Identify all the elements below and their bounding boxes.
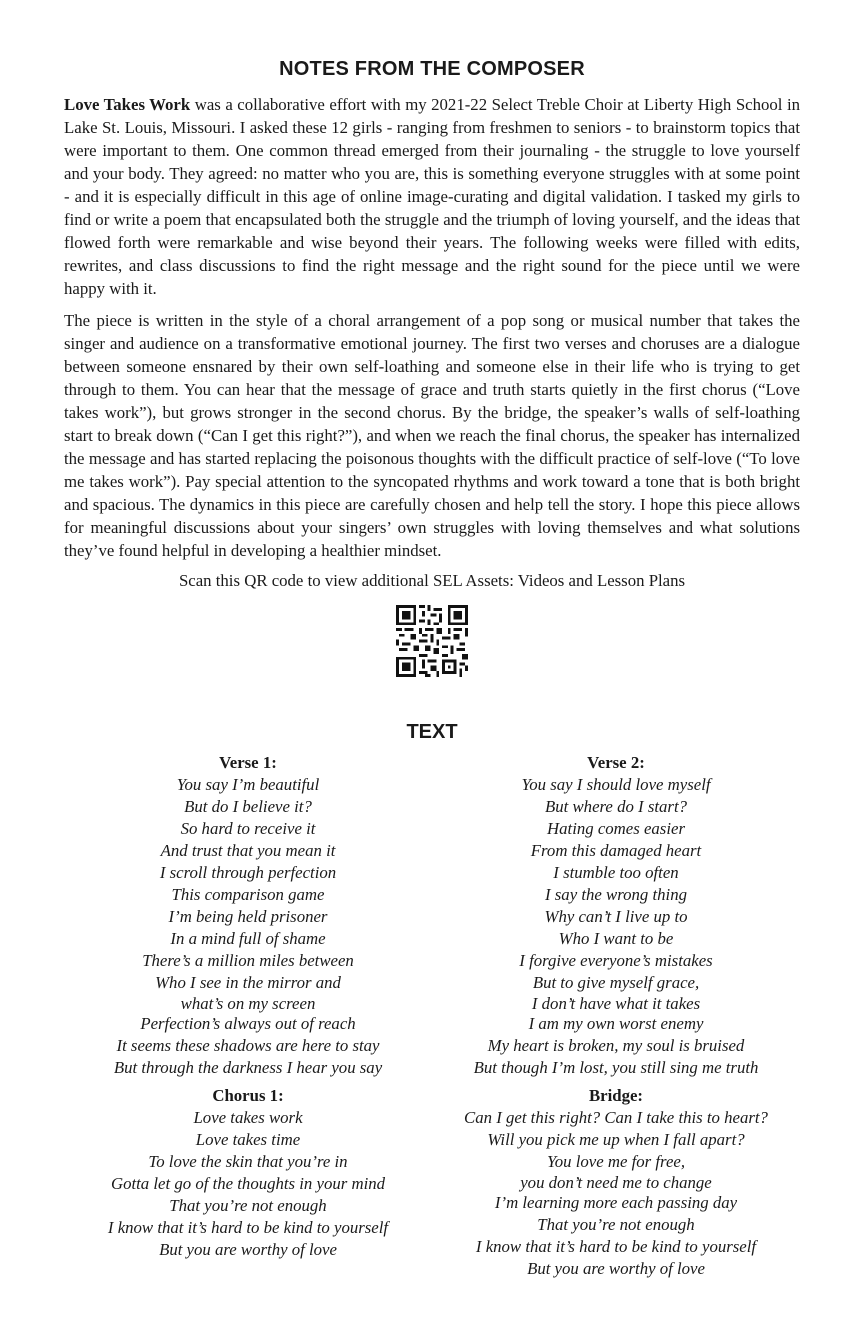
lyric-line: I don’t have what it takes [531,994,701,1013]
notes-heading: NOTES FROM THE COMPOSER [279,58,585,80]
verse-1-title: Verse 1: [219,753,277,772]
lyric-line: You love me for free, [546,1152,686,1171]
lyric-line: I’m learning more each passing day [494,1193,738,1212]
piece-title: Love Takes Work [64,95,191,114]
lyrics-right-column [432,752,800,1286]
chorus-1-title: Chorus 1: [212,1086,284,1105]
verse-2-title: Verse 2: [587,753,645,772]
lyric-line: I say the wrong thing [544,885,687,904]
lyric-line: I forgive everyone’s mistakes [519,951,713,970]
lyric-line: I stumble too often [553,863,679,882]
lyric-line: Perfection’s always out of reach [140,1014,356,1033]
lyric-line: But to give myself grace, [532,973,700,992]
lyric-line: Hating comes easier [547,819,685,838]
lyric-line: Love takes time [195,1130,301,1149]
lyric-line: You say I should love myself [521,775,711,794]
lyric-line: I know that it’s hard to be kind to yourself [475,1237,757,1256]
qr-caption: Scan this QR code to view additional SEL Assets: Videos and Lesson Plans [178,571,686,590]
lyric-line: I’m being held prisoner [168,907,328,926]
lyric-line: Who I want to be [558,929,674,948]
lyric-line: Can I get this right? Can I take this to heart? [464,1108,768,1127]
lyric-line: I know that it’s hard to be kind to yourself [107,1218,389,1237]
lyric-line: But do I believe it? [184,797,312,816]
lyric-line: I am my own worst enemy [528,1014,704,1033]
lyric-line: To love the skin that you’re in [148,1152,348,1171]
verse-2 [432,752,800,1079]
lyric-line: That you’re not enough [537,1215,695,1234]
chorus-1 [64,1085,432,1261]
lyric-line: There’s a million miles between [142,951,354,970]
text-heading: TEXT [406,721,458,743]
lyric-line: I scroll through perfection [159,863,337,882]
lyric-line: That you’re not enough [169,1196,327,1215]
verse-1 [64,752,432,1079]
lyric-line: Will you pick me up when I fall apart? [487,1130,745,1149]
lyric-line: But you are worthy of love [159,1240,337,1259]
lyric-line: In a mind full of shame [170,929,326,948]
lyric-line: From this damaged heart [530,841,702,860]
lyric-line: So hard to receive it [180,819,316,838]
lyric-line: Why can’t I live up to [544,907,688,926]
lyric-line: you don’t need me to change [520,1173,712,1192]
notes-paragraph-2: The piece is written in the style of a choral arrangement of a pop song or musical number that takes the singer and audience on a transformative emotional journey. The first two verses and choruses are a dialogue between someone ensnared by their own self-loathing and someone else in their life who is trying to get through to them. You can hear that the message of grace and truth starts quietly in the first chorus (“Love takes work”), but grows stronger in the second chorus. By the bridge, the speaker’s walls of self-loathing start to break down (“Can I get this right?”), and when we reach the final chorus, the speaker has internalized the message and has started replacing the poisonous thoughts with the difficult practice of self-love (“To love me takes work”). Pay special attention to the syncopated rhythms and work toward a tone that is both bright and spacious. The dynamics in this piece are carefully chosen and help tell the story. I hope this piece allows for meaningful discussions about your singers’ own struggles with loving themselves and what solutions they’ve found helpful in developing a healthier mindset. [64,311,800,560]
notes-paragraph-1-text: was a collaborative effort with my 2021-22 Select Treble Choir at Liberty High School in Lake St. Louis, Missouri. I asked these 12 girls - ranging from freshmen to seniors - to brainstorm topics that were important to them. One common thread emerged from their journaling - the struggle to love yourself and your body. They agreed: no matter who you are, this is something everyone struggles with at some point - and it is especially difficult in this age of online image-curating and digital validation. I tasked my girls to find or write a poem that encapsulated both the struggle and the triumph of loving yourself, and the ideas that flowed forth were remarkable and wise beyond their years. The following weeks were filled with edits, rewrites, and class discussions to find the right message and the right sound for the piece until we were happy with it. [64,95,800,298]
bridge [432,1085,800,1280]
lyric-line: what’s on my screen [180,994,316,1013]
lyric-line: Gotta let go of the thoughts in your mind [110,1174,386,1193]
lyric-line: My heart is broken, my soul is bruised [487,1036,745,1055]
lyrics-left-column [64,752,432,1286]
bridge-title: Bridge: [588,1086,644,1105]
lyric-line: Who I see in the mirror and [155,973,341,992]
page [64,58,800,1286]
lyric-line: And trust that you mean it [160,841,336,860]
lyric-line: But where do I start? [544,797,687,816]
lyric-line: This comparison game [171,885,325,904]
lyric-line: But though I’m lost, you still sing me truth [473,1058,759,1077]
lyric-line: Love takes work [193,1108,303,1127]
lyric-line: It seems these shadows are here to stay [116,1036,380,1055]
lyrics-columns [64,752,800,1286]
lyric-line: But through the darkness I hear you say [113,1058,383,1077]
lyric-line: But you are worthy of love [527,1259,705,1278]
notes-paragraph-1 [64,93,800,300]
lyric-line: You say I’m beautiful [176,775,320,794]
qr-code-icon[interactable] [396,605,468,677]
